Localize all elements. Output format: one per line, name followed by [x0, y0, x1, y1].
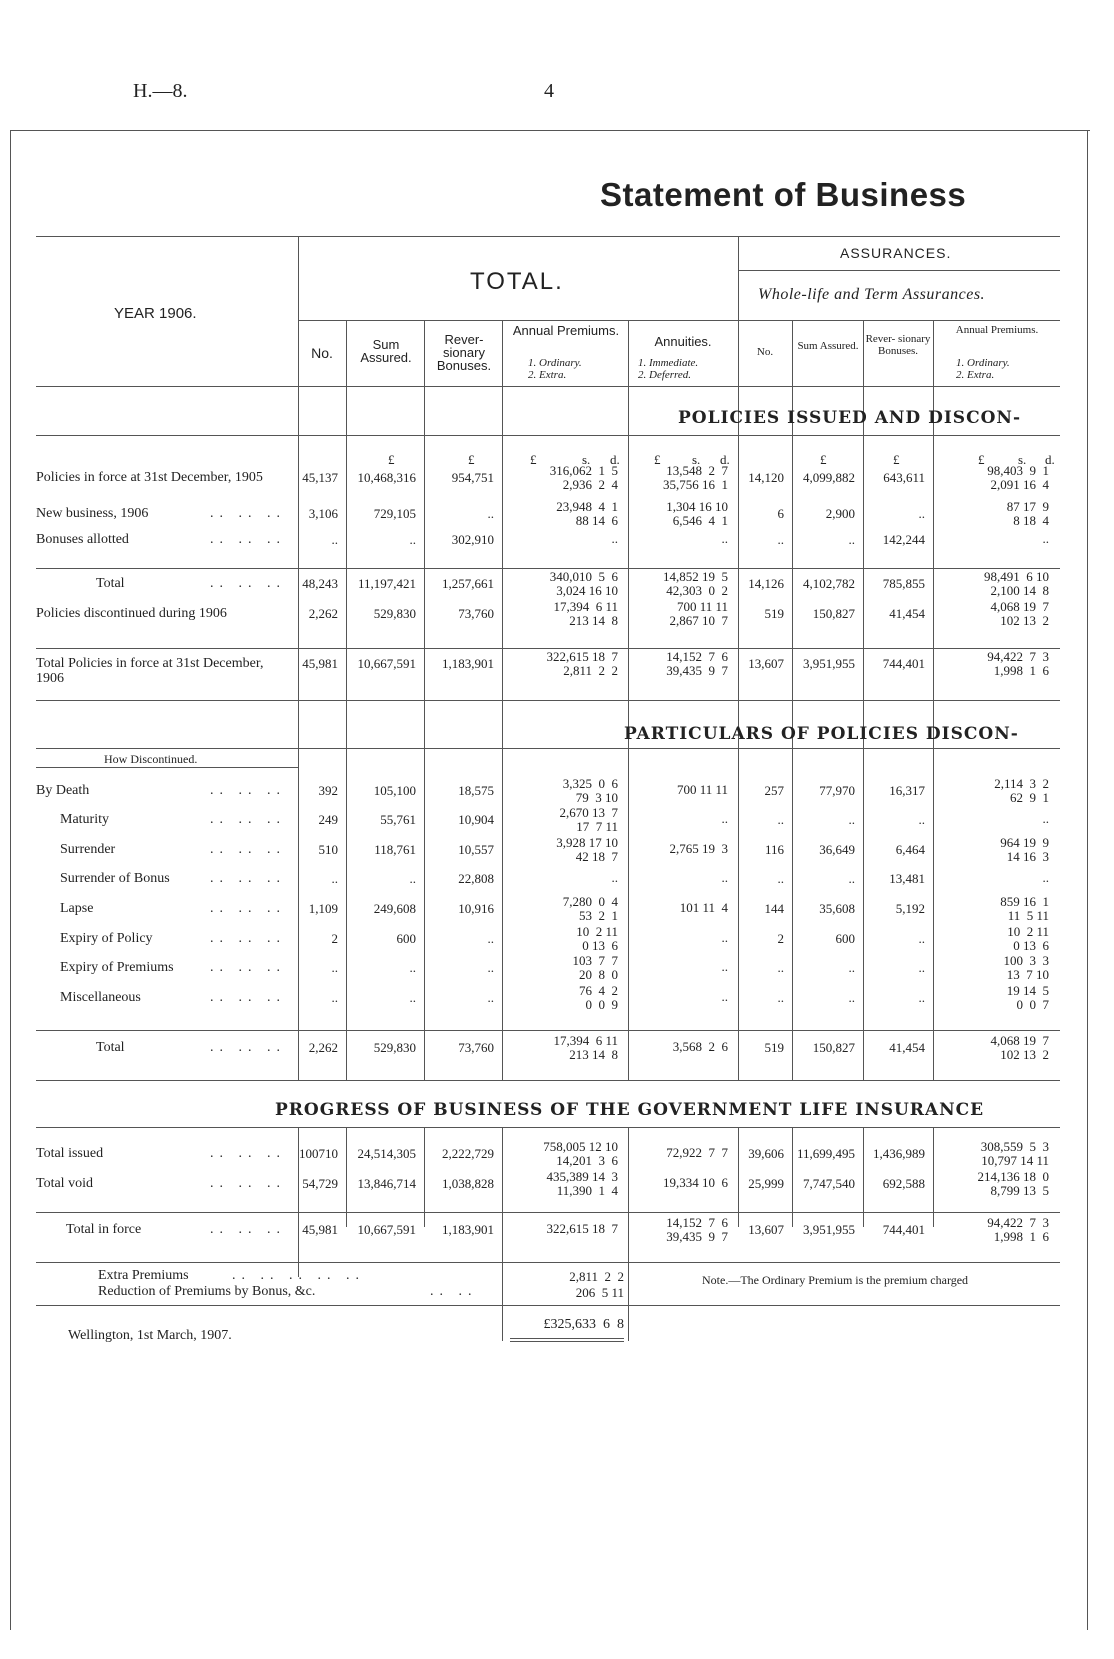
total-rule [36, 1212, 1060, 1213]
leader-dots: .. .. .. [210, 1146, 286, 1161]
cell-rev: 10,557 [458, 842, 494, 857]
cell-a-no: 116 [764, 842, 784, 857]
col-head-a-prem: Annual Premiums. [955, 324, 1039, 336]
cell-a-no: 25,999 [748, 1176, 784, 1191]
cell-rev: 73,760 [458, 606, 494, 621]
sub-rule [298, 320, 738, 321]
how-discontinued: How Discontinued. [104, 752, 198, 766]
cell-a-prem: 308,559 5 3 10,797 14 11 [980, 1139, 1049, 1168]
total-rule [36, 648, 1060, 649]
total-rule [36, 1030, 1060, 1031]
page-id: H.—8. [133, 80, 188, 102]
cell-rev: 2,222,729 [442, 1146, 494, 1161]
cell-a-rev: 1,436,989 [873, 1146, 925, 1161]
extra-rule [36, 1305, 1060, 1306]
cell-sum: .. [409, 990, 416, 1005]
cell-sum: .. [409, 532, 416, 547]
cell-ann: 14,152 7 6 39,435 9 7 [666, 1215, 728, 1244]
cell-a-no: .. [777, 532, 784, 547]
cell-a-rev: .. [918, 960, 925, 975]
col-head-a-prem-sub1: 1. Ordinary. [956, 357, 1010, 369]
cell-a-no: 39,606 [748, 1146, 784, 1161]
cell-rev: 18,575 [458, 783, 494, 798]
grand-total: £325,633 6 8 [543, 1317, 624, 1332]
col-head-a-no: No. [756, 346, 774, 358]
cell-a-no: 13,607 [748, 656, 784, 671]
leader-dots: .. .. .. [210, 901, 286, 916]
cell-a-no: 257 [764, 783, 784, 798]
cell-prem: 10 2 11 0 13 6 [576, 924, 618, 953]
cell-a-no: .. [777, 990, 784, 1005]
row-label: New business, 1906 [36, 506, 149, 521]
page-number: 4 [544, 80, 554, 102]
col-head-ann-sub1: 1. Immediate. [638, 357, 699, 369]
cell-a-no: 2 [777, 931, 784, 946]
cell-rev: 1,257,661 [442, 576, 494, 591]
cell-sum: 10,468,316 [357, 470, 416, 485]
cell-ann: 19,334 10 6 [663, 1175, 728, 1190]
col-head-prem: Annual Premiums. [512, 323, 620, 338]
cell-ann: 13,548 2 7 35,756 16 1 [663, 463, 728, 492]
cell-a-no: 14,126 [748, 576, 784, 591]
cell-prem: 322,615 18 7 2,811 2 2 [546, 649, 618, 678]
cell-rev: 10,916 [458, 901, 494, 916]
cell-a-sum: 150,827 [812, 1040, 855, 1055]
row-label: Surrender [60, 842, 116, 857]
cell-prem: 435,389 14 3 11,390 1 4 [546, 1169, 618, 1198]
cell-a-no: 13,607 [748, 1222, 784, 1237]
cell-prem: 3,928 17 10 42 18 7 [556, 835, 618, 864]
cell-a-no: .. [777, 871, 784, 886]
cell-ann: 2,765 19 3 [669, 841, 728, 856]
cell-ann: .. [721, 811, 728, 826]
cell-sum: 13,846,714 [357, 1176, 416, 1191]
section-issued-heading: POLICIES ISSUED AND DISCON- [678, 408, 1022, 428]
cell-sum: 105,100 [373, 783, 416, 798]
col-head-prem-sub2: 2. Extra. [528, 369, 567, 381]
frame-left [10, 130, 11, 1630]
cell-no: 45,981 [302, 1222, 338, 1237]
cell-sum: 55,761 [380, 812, 416, 827]
cell-a-sum: 35,608 [819, 901, 855, 916]
cell-a-no: 14,120 [748, 470, 784, 485]
cell-sum: 529,830 [373, 1040, 416, 1055]
cell-a-rev: 16,317 [889, 783, 925, 798]
cell-a-prem: .. [1042, 811, 1049, 826]
cell-ann: .. [721, 959, 728, 974]
row-label: Total Policies in force at 31st December, 1906 [36, 656, 264, 686]
cell-a-sum: 7,747,540 [803, 1176, 855, 1191]
cell-a-prem: 2,114 3 2 62 9 1 [994, 776, 1049, 805]
cell-a-sum: .. [848, 532, 855, 547]
cell-a-prem: 19 14 5 0 0 7 [1006, 983, 1049, 1012]
cell-no: 3,106 [308, 506, 338, 521]
cell-a-prem: 94,422 7 3 1,998 1 6 [987, 649, 1049, 678]
cell-a-rev: .. [918, 931, 925, 946]
cell-no: 2,262 [308, 606, 338, 621]
cell-sum: 10,667,591 [357, 656, 416, 671]
col-head-a-sum: Sum Assured. [797, 340, 859, 352]
cell-prem: .. [611, 531, 618, 546]
cell-a-no: 519 [764, 606, 784, 621]
reduction-label: Reduction of Premiums by Bonus, &c. [98, 1284, 316, 1299]
cell-ann: .. [721, 989, 728, 1004]
leader-dots: .. .. .. [210, 1040, 286, 1055]
cell-a-sum: 11,699,495 [796, 1146, 855, 1161]
frame-right [1087, 130, 1088, 1630]
cell-sum: 10,667,591 [357, 1222, 416, 1237]
col-head-prem-sub1: 1. Ordinary. [528, 357, 582, 369]
cell-sum: 11,197,421 [357, 576, 416, 591]
cell-rev: 10,904 [458, 812, 494, 827]
cell-ann: 14,152 7 6 39,435 9 7 [666, 649, 728, 678]
unit-d: d. [720, 452, 730, 467]
how-rule [36, 767, 298, 768]
unit-s: s. [1018, 452, 1027, 467]
cell-a-prem: 10 2 11 0 13 6 [1007, 924, 1049, 953]
row-label: Expiry of Policy [60, 931, 153, 946]
unit-pound: £ [654, 452, 661, 467]
extra-premiums-value: 2,811 2 2 [569, 1269, 624, 1284]
cell-a-rev: .. [918, 812, 925, 827]
cell-no: .. [331, 990, 338, 1005]
cell-rev: 73,760 [458, 1040, 494, 1055]
row-label: Surrender of Bonus [60, 871, 170, 886]
section-end-rule [36, 700, 1060, 701]
row-label: Total issued [36, 1146, 104, 1161]
cell-a-sum: 36,649 [819, 842, 855, 857]
cell-a-sum: .. [848, 960, 855, 975]
cell-ann: 101 11 4 [679, 900, 728, 915]
cell-prem: 23,948 4 1 88 14 6 [556, 499, 618, 528]
cell-sum: 118,761 [374, 842, 416, 857]
unit-d: d. [610, 452, 620, 467]
leader-dots: .. .. .. [210, 1176, 286, 1191]
leader-dots: .. .. .. [210, 576, 286, 591]
cell-rev: .. [487, 506, 494, 521]
section-rule [36, 435, 1060, 436]
cell-prem: 316,062 1 5 2,936 2 4 [549, 463, 618, 492]
cell-no: .. [331, 532, 338, 547]
cell-no: .. [331, 960, 338, 975]
cell-a-no: 6 [777, 506, 784, 521]
cell-a-rev: 5,192 [895, 901, 925, 916]
leader-dots: .. .. .. [210, 532, 286, 547]
grand-total-underline [510, 1341, 624, 1342]
cell-a-sum: 2,900 [825, 506, 855, 521]
total-heading: TOTAL. [470, 268, 564, 295]
sub-rule [738, 270, 1060, 271]
extra-dots: .. .. .. .. .. [232, 1268, 365, 1283]
cell-a-sum: 77,970 [819, 783, 855, 798]
cell-prem: 103 7 7 20 8 0 [572, 953, 618, 982]
cell-a-rev: 785,855 [882, 576, 925, 591]
cell-a-sum: 600 [835, 931, 855, 946]
cell-rev: 1,183,901 [442, 1222, 494, 1237]
cell-ann: .. [721, 870, 728, 885]
cell-ann: 700 11 11 [676, 782, 728, 797]
total-rule [36, 568, 1060, 569]
cell-a-rev: 142,244 [882, 532, 925, 547]
cell-a-prem: 98,491 6 10 2,100 14 8 [984, 569, 1049, 598]
row-label: Policies in force at 31st December, 1905 [36, 470, 263, 485]
unit-pound: £ [468, 452, 475, 467]
cell-a-sum: .. [848, 990, 855, 1005]
row-label: Total [96, 576, 125, 591]
unit-pound: £ [978, 452, 985, 467]
cell-sum: 24,514,305 [357, 1146, 416, 1161]
cell-no: 249 [318, 812, 338, 827]
cell-sum: 249,608 [373, 901, 416, 916]
cell-a-sum: 150,827 [812, 606, 855, 621]
cell-a-rev: 744,401 [882, 1222, 925, 1237]
year-heading: YEAR 1906. [114, 305, 197, 322]
cell-a-rev: 41,454 [889, 606, 925, 621]
cell-no: .. [331, 871, 338, 886]
cell-a-prem: .. [1042, 870, 1049, 885]
cell-no: 45,981 [302, 656, 338, 671]
section-rule [36, 1127, 1060, 1128]
cell-ann: .. [721, 930, 728, 945]
cell-no: 100710 [299, 1146, 338, 1161]
sub-rule [738, 320, 1060, 321]
cell-no: 2 [331, 931, 338, 946]
cell-rev: 1,038,828 [442, 1176, 494, 1191]
leader-dots: .. .. .. [210, 931, 286, 946]
cell-no: 45,137 [302, 470, 338, 485]
cell-sum: 529,830 [373, 606, 416, 621]
unit-pound: £ [530, 452, 537, 467]
row-label: Maturity [60, 812, 109, 827]
cell-a-prem: .. [1042, 531, 1049, 546]
leader-dots: .. .. .. [210, 960, 286, 975]
col-head-a-rev: Rever- sionary Bonuses. [865, 333, 931, 357]
cell-a-rev: 643,611 [883, 470, 925, 485]
cell-a-rev: 6,464 [895, 842, 925, 857]
footer-place-date: Wellington, 1st March, 1907. [68, 1328, 232, 1343]
cell-a-no: 144 [764, 901, 784, 916]
cell-rev: .. [487, 960, 494, 975]
cell-a-sum: .. [848, 871, 855, 886]
cell-no: 2,262 [308, 1040, 338, 1055]
header-top-rule [36, 236, 1060, 237]
reduction-dots: .. .. [430, 1284, 478, 1299]
leader-dots: .. .. .. [210, 1222, 286, 1237]
cell-sum: .. [409, 871, 416, 886]
cell-a-prem: 98,403 9 1 2,091 16 4 [987, 463, 1049, 492]
cell-no: 1,109 [308, 901, 338, 916]
unit-pound: £ [388, 452, 395, 467]
cell-rev: .. [487, 990, 494, 1005]
cell-rev: 1,183,901 [442, 656, 494, 671]
leader-dots: .. .. .. [210, 842, 286, 857]
section-particulars-heading: PARTICULARS OF POLICIES DISCON- [624, 724, 1019, 744]
row-label: Total in force [66, 1222, 142, 1237]
whole-life-heading: Whole-life and Term Assurances. [758, 286, 986, 303]
col-head-ann-sub2: 2. Deferred. [638, 369, 692, 381]
unit-pound: £ [820, 452, 827, 467]
cell-a-no: 519 [764, 1040, 784, 1055]
cell-a-prem: 87 17 9 8 18 4 [1006, 499, 1049, 528]
cell-prem: .. [611, 870, 618, 885]
reduction-value: 206 5 11 [575, 1285, 624, 1300]
cell-rev: 954,751 [451, 470, 494, 485]
cell-ann: .. [721, 531, 728, 546]
cell-ann: 72,922 7 7 [666, 1145, 728, 1160]
cell-a-rev: .. [918, 990, 925, 1005]
cell-prem: 76 4 2 0 0 9 [579, 983, 618, 1012]
unit-s: s. [692, 452, 701, 467]
cell-a-rev: .. [918, 506, 925, 521]
cell-a-rev: 13,481 [889, 871, 925, 886]
cell-rev: .. [487, 931, 494, 946]
cell-ann: 1,304 16 10 6,546 4 1 [666, 499, 728, 528]
row-label: Expiry of Premiums [60, 960, 174, 975]
cell-a-prem: 964 19 9 14 16 3 [1000, 835, 1049, 864]
col-head-no: No. [311, 345, 333, 361]
cell-a-prem: 214,136 18 0 8,799 13 5 [977, 1169, 1049, 1198]
cell-a-sum: 4,099,882 [803, 470, 855, 485]
cell-a-prem: 100 3 3 13 7 10 [1003, 953, 1049, 982]
leader-dots: .. .. .. [210, 506, 286, 521]
note: Note.—The Ordinary Premium is the premium charged [702, 1273, 969, 1287]
cell-a-sum: .. [848, 812, 855, 827]
cell-sum: 729,105 [373, 506, 416, 521]
row-label: Total void [36, 1176, 93, 1191]
cell-prem: 340,010 5 6 3,024 16 10 [549, 569, 618, 598]
total-rule [36, 1262, 1060, 1263]
header-bottom-rule [36, 386, 1060, 387]
leader-dots: .. .. .. [210, 812, 286, 827]
cell-ann: 700 11 11 2,867 10 7 [669, 599, 728, 628]
cell-a-sum: 3,951,955 [803, 1222, 855, 1237]
page-title: Statement of Business [600, 176, 967, 213]
cell-ann: 3,568 2 6 [672, 1039, 728, 1054]
section-rule [36, 748, 1060, 749]
leader-dots: .. .. .. [210, 783, 286, 798]
cell-prem: 3,325 0 6 79 3 10 [562, 776, 618, 805]
extra-premiums-label: Extra Premiums [98, 1268, 189, 1283]
col-head-rev: Rever- sionary Bonuses. [436, 332, 492, 373]
leader-dots: .. .. .. [210, 990, 286, 1005]
cell-no: 54,729 [302, 1176, 338, 1191]
unit-d: d. [1045, 452, 1055, 467]
col-head-sum: Sum Assured. [360, 337, 412, 365]
row-label: Total [96, 1040, 125, 1055]
cell-no: 392 [318, 783, 338, 798]
cell-no: 510 [318, 842, 338, 857]
cell-prem: 322,615 18 7 [546, 1221, 618, 1236]
cell-rev: 22,808 [458, 871, 494, 886]
row-label: Policies discontinued during 1906 [36, 606, 227, 621]
cell-a-no: .. [777, 812, 784, 827]
grand-total-underline [510, 1338, 624, 1339]
cell-prem: 17,394 6 11 213 14 8 [553, 599, 618, 628]
section-end-rule [36, 1080, 1060, 1081]
section-progress-heading: PROGRESS OF BUSINESS OF THE GOVERNMENT LIFE INSURANCE [275, 1100, 985, 1120]
cell-sum: .. [409, 960, 416, 975]
row-label: Bonuses allotted [36, 532, 129, 547]
unit-s: s. [582, 452, 591, 467]
row-label: By Death [36, 783, 90, 798]
cell-no: 48,243 [302, 576, 338, 591]
row-label: Lapse [60, 901, 94, 916]
cell-rev: 302,910 [451, 532, 494, 547]
cell-prem: 2,670 13 7 17 7 11 [559, 805, 618, 834]
row-label: Miscellaneous [60, 990, 141, 1005]
cell-a-rev: 41,454 [889, 1040, 925, 1055]
cell-a-prem: 4,068 19 7 102 13 2 [990, 1033, 1049, 1062]
cell-a-no: .. [777, 960, 784, 975]
cell-a-rev: 692,588 [882, 1176, 925, 1191]
col-head-ann: Annuities. [654, 334, 712, 349]
assurances-heading: ASSURANCES. [840, 245, 952, 261]
frame-top [10, 130, 1090, 131]
cell-a-sum: 3,951,955 [803, 656, 855, 671]
cell-a-prem: 859 16 1 11 5 11 [1000, 894, 1049, 923]
unit-pound: £ [893, 452, 900, 467]
cell-prem: 17,394 6 11 213 14 8 [553, 1033, 618, 1062]
cell-prem: 7,280 0 4 53 2 1 [562, 894, 618, 923]
cell-prem: 758,005 12 10 14,201 3 6 [543, 1139, 618, 1168]
cell-a-prem: 94,422 7 3 1,998 1 6 [987, 1215, 1049, 1244]
cell-sum: 600 [396, 931, 416, 946]
leader-dots: .. .. .. [210, 871, 286, 886]
cell-a-sum: 4,102,782 [803, 576, 855, 591]
col-head-a-prem-sub2: 2. Extra. [956, 369, 995, 381]
cell-a-prem: 4,068 19 7 102 13 2 [990, 599, 1049, 628]
cell-ann: 14,852 19 5 42,303 0 2 [663, 569, 728, 598]
cell-a-rev: 744,401 [882, 656, 925, 671]
